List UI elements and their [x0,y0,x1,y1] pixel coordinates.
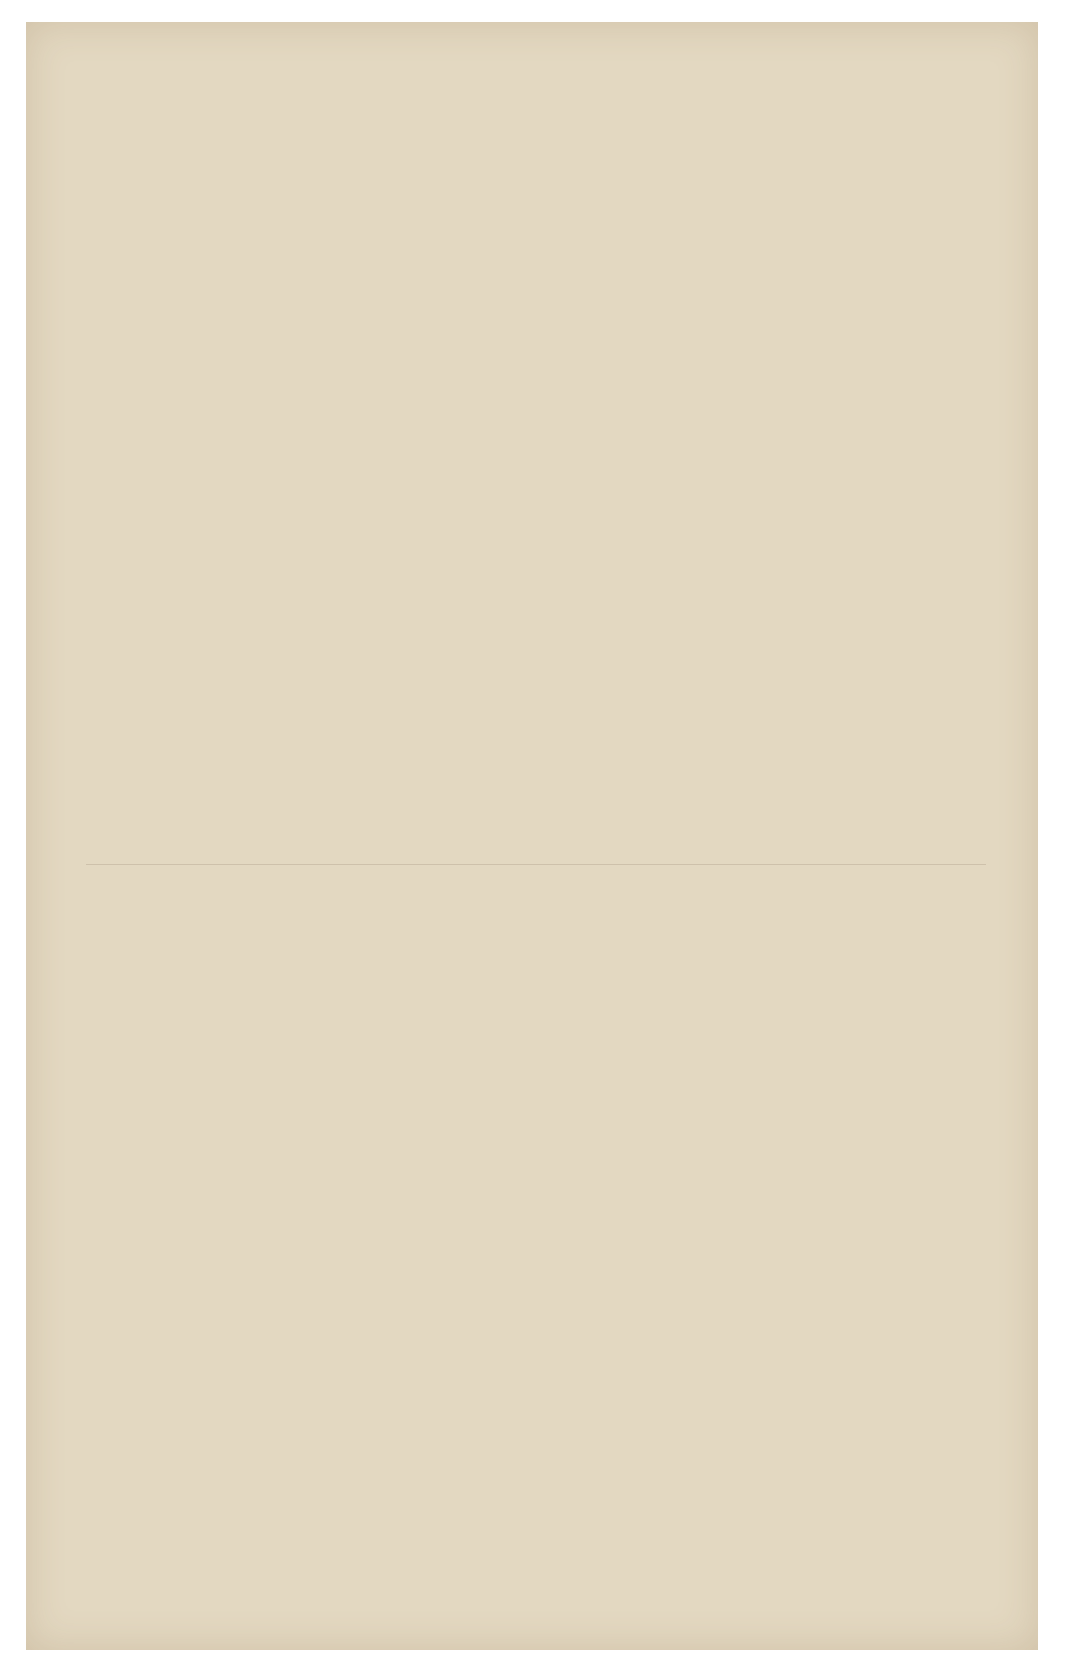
section-divider [86,864,986,865]
watermark [456,1347,996,1492]
document-page [26,22,1038,1650]
